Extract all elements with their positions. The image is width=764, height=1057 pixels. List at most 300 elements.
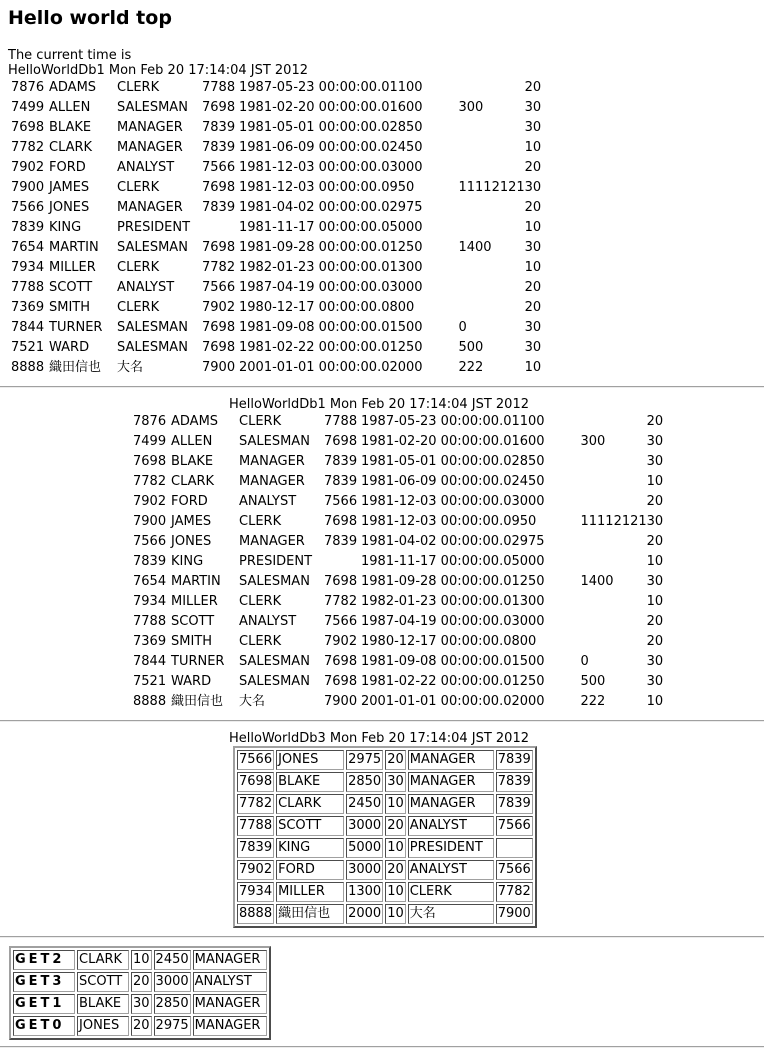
grid-row-cell: MANAGER — [408, 750, 494, 770]
table-row-cell: 7698 — [324, 574, 358, 589]
table-row-cell: 1981-02-20 00:00:00.0 — [239, 100, 390, 115]
table-row-cell — [458, 138, 524, 158]
table-row-cell: 7876 — [11, 80, 45, 95]
table-row-cell: 1250 — [511, 574, 545, 589]
grid-row-cell: 7566 — [237, 750, 274, 770]
table-row — [8, 278, 593, 298]
table-row — [130, 472, 715, 492]
table-row-cell: 10 — [524, 220, 542, 235]
table-row-cell: JONES — [49, 200, 90, 215]
get-row-cell: 30 — [131, 994, 152, 1014]
table-row-cell — [580, 492, 646, 512]
table-row-cell: SALESMAN — [117, 240, 188, 255]
grid-row — [237, 860, 533, 880]
table-row-cell: JONES — [171, 534, 212, 549]
table-row-cell — [580, 592, 646, 612]
table-row-cell: 7698 — [324, 514, 358, 529]
table-row-cell: CLERK — [117, 300, 160, 315]
table-row-cell: 5000 — [511, 554, 545, 569]
table-row-cell — [458, 278, 524, 298]
grid-row-cell: SCOTT — [276, 816, 344, 836]
table-row-cell — [580, 552, 646, 572]
get-row-cell: 20 — [131, 972, 152, 992]
table-row-cell: 7788 — [133, 614, 167, 629]
grid-row-cell: 20 — [385, 860, 406, 880]
grid-row-cell: 2450 — [346, 794, 383, 814]
table-row-cell — [580, 632, 646, 652]
table-row-cell: 950 — [389, 180, 415, 195]
table-row-cell: 織田信也 — [171, 694, 224, 709]
grid-row-cell: ANALYST — [408, 860, 494, 880]
table-row-cell: 7698 — [324, 434, 358, 449]
table-row-cell: 10 — [524, 140, 542, 155]
table-row-cell: 10 — [524, 260, 542, 275]
table-row-cell: 7839 — [11, 220, 45, 235]
table-row-cell: 8888 — [11, 360, 45, 375]
table-row-cell: 1981-02-22 00:00:00.0 — [361, 674, 512, 689]
table-row — [130, 652, 715, 672]
get-row-cell: BLAKE — [77, 994, 129, 1014]
table-row-cell: SALESMAN — [117, 100, 188, 115]
table-row — [130, 432, 715, 452]
table-row-cell — [458, 298, 524, 318]
table-row-cell: 7782 — [202, 260, 236, 275]
table-row-cell: CLERK — [117, 80, 160, 95]
table-row-cell: WARD — [171, 674, 212, 689]
table-row-cell: 1250 — [511, 674, 545, 689]
table-row-cell: 30 — [524, 320, 542, 335]
table-row-cell: SCOTT — [171, 614, 215, 629]
table-row — [8, 238, 593, 258]
table-row-cell: 1982-01-23 00:00:00.0 — [361, 594, 512, 609]
table-row-cell: 7566 — [202, 160, 236, 175]
table-row-cell: 20 — [524, 280, 542, 295]
table-row-cell: 1981-12-03 00:00:00.0 — [239, 160, 390, 175]
table-row-cell: 7499 — [133, 434, 167, 449]
table-row-cell: 1981-06-09 00:00:00.0 — [361, 474, 512, 489]
table-row-cell: 11112121 — [580, 514, 647, 529]
grid-row-cell: CLARK — [276, 794, 344, 814]
table-row-cell: 1981-12-03 00:00:00.0 — [361, 494, 512, 509]
table-row-cell: ANALYST — [239, 494, 297, 509]
table-row-cell: ADAMS — [49, 80, 97, 95]
table-row-cell: 1981-04-02 00:00:00.0 — [239, 200, 390, 215]
table-row — [8, 138, 593, 158]
table-row-cell: CLERK — [239, 634, 282, 649]
table-row-cell: CLARK — [49, 140, 93, 155]
table-row-cell: 7902 — [133, 494, 167, 509]
table-row-cell: 7900 — [202, 360, 236, 375]
table-row-cell: 3000 — [389, 160, 423, 175]
get-row-cell: GET0 — [13, 1016, 75, 1036]
table-row-cell: 2850 — [389, 120, 423, 135]
table-row-cell: MILLER — [171, 594, 218, 609]
grid-row-cell: MANAGER — [408, 772, 494, 792]
table-row-cell: 7566 — [133, 534, 167, 549]
table-row-cell: 2975 — [511, 534, 545, 549]
table-row-cell — [202, 218, 239, 238]
table-row — [130, 592, 715, 612]
grid-row-cell: 10 — [385, 882, 406, 902]
table-row-cell: 7902 — [202, 300, 236, 315]
table-row-cell: 1250 — [389, 340, 423, 355]
table-row-cell — [580, 472, 646, 492]
table-row-cell: 7900 — [11, 180, 45, 195]
get-row-cell: 10 — [131, 950, 152, 970]
table-row-cell: SMITH — [49, 300, 91, 315]
table-row-cell: 7900 — [133, 514, 167, 529]
table-row-cell: 織田信也 — [49, 360, 102, 375]
table-row-cell: 7566 — [11, 200, 45, 215]
table-row-cell: 30 — [524, 180, 542, 195]
table-row-cell: ADAMS — [171, 414, 219, 429]
table-row-cell: 300 — [580, 434, 606, 449]
grid-row-cell — [496, 838, 533, 858]
grid-row-cell: PRESIDENT — [408, 838, 494, 858]
table-row-cell: 30 — [646, 574, 664, 589]
get-row-cell: 2450 — [154, 950, 191, 970]
grid-row-cell: 7839 — [237, 838, 274, 858]
table-row-cell: CLARK — [171, 474, 215, 489]
table-row-cell: 30 — [524, 340, 542, 355]
table-row-cell: 1300 — [511, 594, 545, 609]
table-row-cell: 1981-05-01 00:00:00.0 — [361, 454, 512, 469]
table-row — [8, 78, 593, 98]
table-row-cell: PRESIDENT — [117, 220, 191, 235]
grid-row-cell: 7934 — [237, 882, 274, 902]
table-row-cell: 7902 — [324, 634, 358, 649]
table-row-cell: KING — [49, 220, 82, 235]
table-row-cell: 10 — [646, 694, 664, 709]
grid-row — [237, 772, 533, 792]
table-row-cell: MANAGER — [239, 454, 305, 469]
table-row-cell: 2000 — [511, 694, 545, 709]
grid-row-cell: 10 — [385, 838, 406, 858]
table-row-cell: 7839 — [324, 454, 358, 469]
table-row-cell: MARTIN — [171, 574, 221, 589]
table-row-cell: 500 — [580, 674, 606, 689]
get-row-cell: 2975 — [154, 1016, 191, 1036]
employee-table-1 — [8, 78, 593, 378]
get-row-cell: GET2 — [13, 950, 75, 970]
table-row-cell — [458, 258, 524, 278]
get-row-cell: 3000 — [154, 972, 191, 992]
table-row-cell: 500 — [458, 340, 484, 355]
grid-row-cell: ANALYST — [408, 816, 494, 836]
table-row-cell: 1987-05-23 00:00:00.0 — [361, 414, 512, 429]
table-row-cell: 7839 — [202, 120, 236, 135]
table-row-cell: 1100 — [389, 80, 423, 95]
table-row-cell — [580, 452, 646, 472]
grid-row-cell: CLERK — [408, 882, 494, 902]
table-row-cell: FORD — [49, 160, 86, 175]
table-row-cell: CLERK — [239, 414, 282, 429]
section-2 — [0, 397, 764, 712]
table-row-cell: 1987-05-23 00:00:00.0 — [239, 80, 390, 95]
table-row-cell: JAMES — [49, 180, 90, 195]
table-row — [8, 218, 593, 238]
section-3-heading: HelloWorldDb3 Mon Feb 20 17:14:04 JST 2012 — [229, 731, 529, 746]
table-row-cell: 7566 — [202, 280, 236, 295]
table-row-cell: 11112121 — [458, 180, 525, 195]
get-row-cell: 20 — [131, 1016, 152, 1036]
table-row-cell: 1981-09-28 00:00:00.0 — [361, 574, 512, 589]
table-row-cell — [580, 612, 646, 632]
grid-row-cell: BLAKE — [276, 772, 344, 792]
table-row-cell: 7698 — [202, 240, 236, 255]
table-row-cell: SALESMAN — [117, 340, 188, 355]
divider-4 — [0, 1046, 764, 1048]
table-row-cell: 1600 — [511, 434, 545, 449]
grid-row-cell: 3000 — [346, 860, 383, 880]
grid-row-cell: 20 — [385, 750, 406, 770]
table-row-cell: WARD — [49, 340, 90, 355]
divider-2 — [0, 720, 764, 722]
table-row-cell: 1400 — [580, 574, 614, 589]
table-row-cell: 800 — [389, 300, 415, 315]
table-row-cell: 7839 — [133, 554, 167, 569]
grid-row-cell: 7566 — [496, 860, 533, 880]
get-row-cell: ANALYST — [193, 972, 267, 992]
table-row-cell: 0 — [580, 654, 589, 669]
table-row-cell: 7499 — [11, 100, 45, 115]
grid-row-cell: 2850 — [346, 772, 383, 792]
table-row-cell: 1981-02-20 00:00:00.0 — [361, 434, 512, 449]
grid-row-cell: 10 — [385, 904, 406, 924]
table-row-cell: 7698 — [202, 340, 236, 355]
get-row — [13, 972, 267, 992]
page — [0, 0, 764, 378]
table-row-cell: 2450 — [389, 140, 423, 155]
table-row-cell: 30 — [524, 100, 542, 115]
table-row-cell: 222 — [580, 694, 606, 709]
grid-row-cell: 10 — [385, 794, 406, 814]
table-row-cell: MANAGER — [117, 200, 183, 215]
table-row-cell: 10 — [646, 474, 664, 489]
table-row-cell: PRESIDENT — [239, 554, 313, 569]
table-row-cell — [580, 532, 646, 552]
table-row-cell: 7934 — [11, 260, 45, 275]
table-row-cell: 1981-04-02 00:00:00.0 — [361, 534, 512, 549]
table-row-cell: 2450 — [511, 474, 545, 489]
table-row-cell: 20 — [524, 160, 542, 175]
grid-row-cell: 7788 — [237, 816, 274, 836]
table-row — [8, 298, 593, 318]
table-row-cell: 1987-04-19 00:00:00.0 — [361, 614, 512, 629]
table-row-cell: SALESMAN — [239, 654, 310, 669]
table-row-cell: 1981-09-08 00:00:00.0 — [361, 654, 512, 669]
table-row-cell: 20 — [524, 200, 542, 215]
get-row-cell: GET3 — [13, 972, 75, 992]
table-row-cell: 1981-11-17 00:00:00.0 — [239, 220, 390, 235]
grid-row-cell: 織田信也 — [276, 904, 344, 924]
table-row-cell: 950 — [511, 514, 537, 529]
grid-row-cell: MILLER — [276, 882, 344, 902]
table-row-cell: CLERK — [117, 180, 160, 195]
table-row — [8, 158, 593, 178]
get-row-cell: MANAGER — [193, 994, 267, 1014]
table-row-cell: SALESMAN — [239, 674, 310, 689]
table-row-cell: 1982-01-23 00:00:00.0 — [239, 260, 390, 275]
table-row-cell: 30 — [524, 240, 542, 255]
get-row-cell: CLARK — [77, 950, 129, 970]
table-row-cell — [458, 158, 524, 178]
table-row-cell: ALLEN — [171, 434, 213, 449]
table-row-cell: 30 — [646, 654, 664, 669]
table-row-cell: 30 — [524, 120, 542, 135]
table-row-cell: 1100 — [511, 414, 545, 429]
get-row-cell: GET1 — [13, 994, 75, 1014]
table-row-cell: MARTIN — [49, 240, 99, 255]
table-row-cell: BLAKE — [171, 454, 214, 469]
table-row-cell — [324, 552, 361, 572]
table-row-cell: 3000 — [511, 614, 545, 629]
table-row-cell: 7566 — [324, 494, 358, 509]
table-row-cell: ANALYST — [117, 160, 175, 175]
grid-row-cell: 7698 — [237, 772, 274, 792]
table-row-cell: 20 — [524, 300, 542, 315]
grid-row-cell: 3000 — [346, 816, 383, 836]
table-row-cell: 7839 — [324, 534, 358, 549]
table-row — [130, 672, 715, 692]
divider-1 — [0, 386, 764, 388]
table-row — [130, 512, 715, 532]
table-row-cell: 20 — [524, 80, 542, 95]
table-row-cell: TURNER — [171, 654, 225, 669]
table-row-cell: 7698 — [202, 100, 236, 115]
table-row-cell: SALESMAN — [239, 574, 310, 589]
table-row-cell: 1981-12-03 00:00:00.0 — [239, 180, 390, 195]
table-row-cell: 2001-01-01 00:00:00.0 — [239, 360, 390, 375]
table-row-cell: SCOTT — [49, 280, 93, 295]
table-row-cell: MANAGER — [117, 140, 183, 155]
grid-row — [237, 838, 533, 858]
table-row-cell — [458, 218, 524, 238]
table-row-cell: 7654 — [133, 574, 167, 589]
employee-table-2 — [130, 412, 715, 712]
table-row-cell: 1600 — [389, 100, 423, 115]
grid-row-cell: 7839 — [496, 794, 533, 814]
table-row-cell: 20 — [646, 534, 664, 549]
grid-row-cell: JONES — [276, 750, 344, 770]
table-row-cell: 1980-12-17 00:00:00.0 — [239, 300, 390, 315]
table-row — [8, 178, 593, 198]
grid-row — [237, 904, 533, 924]
table-row-cell: 0 — [458, 320, 467, 335]
table-row-cell: 7900 — [324, 694, 358, 709]
table-row-cell: MANAGER — [239, 534, 305, 549]
get-row — [13, 1016, 267, 1036]
table-row-cell: MANAGER — [117, 120, 183, 135]
grid-row-cell: 20 — [385, 816, 406, 836]
table-row — [130, 632, 715, 652]
grid-row-cell: MANAGER — [408, 794, 494, 814]
table-row-cell: 2001-01-01 00:00:00.0 — [361, 694, 512, 709]
grid-row — [237, 882, 533, 902]
table-row-cell: 7839 — [202, 200, 236, 215]
grid-row — [237, 750, 533, 770]
get-table — [9, 946, 271, 1040]
table-row — [130, 552, 715, 572]
grid-row-cell: 7900 — [496, 904, 533, 924]
table-row — [8, 338, 593, 358]
get-row-cell: 2850 — [154, 994, 191, 1014]
table-row-cell: FORD — [171, 494, 208, 509]
table-row-cell: 30 — [646, 514, 664, 529]
table-row — [130, 572, 715, 592]
table-row-cell: ANALYST — [117, 280, 175, 295]
table-row-cell: 1981-09-08 00:00:00.0 — [239, 320, 390, 335]
section-2-heading: HelloWorldDb1 Mon Feb 20 17:14:04 JST 2012 — [229, 397, 529, 412]
table-row — [130, 452, 715, 472]
table-row-cell: 7788 — [324, 414, 358, 429]
table-row-cell: 7698 — [202, 180, 236, 195]
get-row — [13, 994, 267, 1014]
table-row-cell: 20 — [646, 494, 664, 509]
employee-grid-table — [233, 746, 537, 928]
get-row-cell: MANAGER — [193, 950, 267, 970]
table-row-cell: 7902 — [11, 160, 45, 175]
grid-row-cell: 30 — [385, 772, 406, 792]
table-row-cell: 2850 — [511, 454, 545, 469]
table-row-cell: 1981-11-17 00:00:00.0 — [361, 554, 512, 569]
table-row-cell: 1300 — [389, 260, 423, 275]
table-row — [8, 98, 593, 118]
table-row-cell: 1980-12-17 00:00:00.0 — [361, 634, 512, 649]
get-row — [13, 950, 267, 970]
table-row-cell: 1500 — [511, 654, 545, 669]
table-row-cell: 1250 — [389, 240, 423, 255]
table-row-cell: 300 — [458, 100, 484, 115]
grid-row-cell: 2975 — [346, 750, 383, 770]
table-row-cell — [458, 198, 524, 218]
table-row-cell: 7698 — [202, 320, 236, 335]
table-row-cell: 7698 — [324, 654, 358, 669]
table-row-cell: 7698 — [133, 454, 167, 469]
table-row-cell: 7698 — [324, 674, 358, 689]
table-row-cell: 1400 — [458, 240, 492, 255]
grid-row-cell: 5000 — [346, 838, 383, 858]
page-title: Hello world top — [8, 7, 172, 29]
grid-row-cell: 7782 — [237, 794, 274, 814]
table-row-cell: 7844 — [133, 654, 167, 669]
grid-row-cell: 7782 — [496, 882, 533, 902]
table-row-cell: 2000 — [389, 360, 423, 375]
table-row-cell: SALESMAN — [239, 434, 310, 449]
table-row-cell: 7566 — [324, 614, 358, 629]
table-row — [8, 358, 593, 378]
table-row — [130, 412, 715, 432]
table-row-cell: 10 — [524, 360, 542, 375]
table-row-cell: 1987-04-19 00:00:00.0 — [239, 280, 390, 295]
table-row-cell: 7369 — [11, 300, 45, 315]
table-row-cell — [580, 412, 646, 432]
get-row-cell: JONES — [77, 1016, 129, 1036]
table-row-cell: 7782 — [133, 474, 167, 489]
table-row-cell: 7782 — [324, 594, 358, 609]
table-row-cell: 大名 — [239, 694, 266, 709]
grid-row-cell: 7839 — [496, 750, 533, 770]
table-row-cell: SMITH — [171, 634, 213, 649]
table-row-cell: ALLEN — [49, 100, 91, 115]
grid-row-cell: 2000 — [346, 904, 383, 924]
table-row-cell: JAMES — [171, 514, 212, 529]
table-row-cell: 3000 — [389, 280, 423, 295]
table-row-cell: 1981-12-03 00:00:00.0 — [361, 514, 512, 529]
table-row-cell: 7839 — [324, 474, 358, 489]
table-row-cell: 1981-02-22 00:00:00.0 — [239, 340, 390, 355]
table-row-cell: 7369 — [133, 634, 167, 649]
